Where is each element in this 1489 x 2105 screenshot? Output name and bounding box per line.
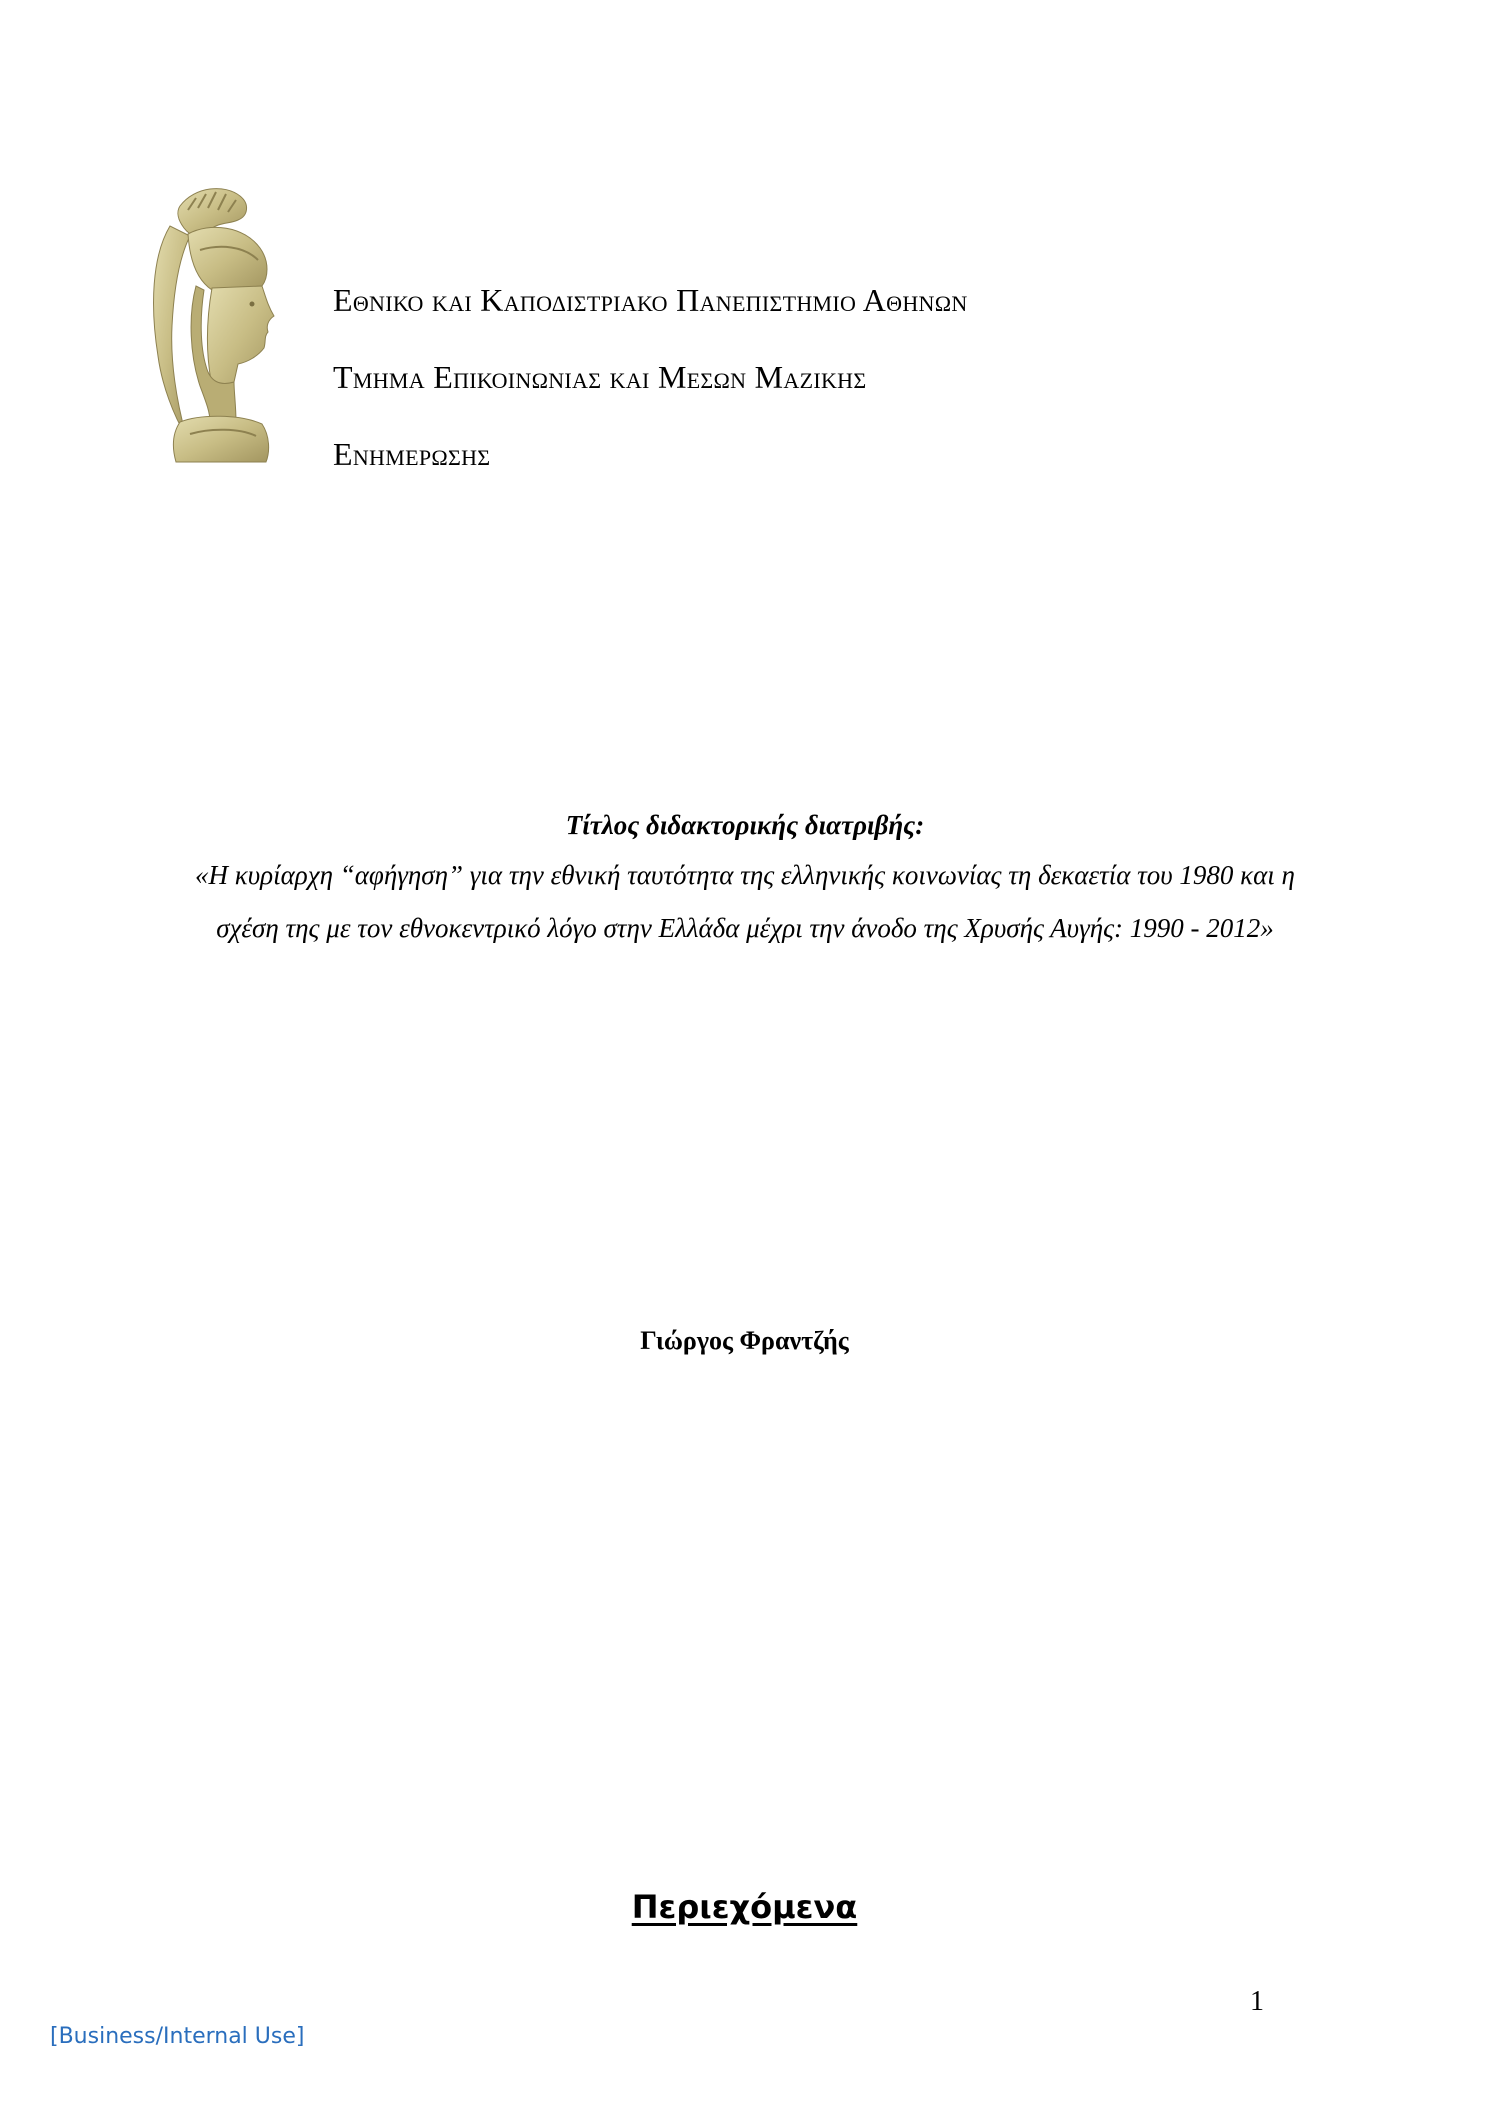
thesis-title-block [80, 805, 1410, 955]
classification-label: [Business/Internal Use] [50, 2024, 305, 2049]
page-number: 1 [1250, 1986, 1264, 2017]
university-header [333, 262, 1383, 493]
thesis-title [80, 849, 1410, 955]
university-name: Εθνικο και Καποδιστριακο Πανεπιστημιο Αθηνων [333, 282, 968, 318]
author-name: Γιώργος Φραντζής [640, 1326, 849, 1355]
athena-head-icon [140, 186, 290, 466]
department-line-1: Τμημα Επικοινωνιας και Μεσων Μαζικης [333, 359, 867, 395]
department-line-2: Ενημερωσης [333, 436, 491, 472]
thesis-title-line-1: «Η κυρίαρχη “αφήγηση” για την εθνική ταυτότητα της ελληνικής κοινωνίας τη δεκαετία του 1980 και η [195, 860, 1295, 890]
thesis-title-line-2: σχέση της με τον εθνοκεντρικό λόγο στην Ελλάδα μέχρι την άνοδο της Χρυσής Αυγής: 1990 - 2012» [216, 913, 1274, 943]
contents-heading: Περιεχόμενα [631, 1888, 858, 1926]
thesis-title-label: Τίτλος διδακτορικής διατριβής: [565, 810, 925, 840]
